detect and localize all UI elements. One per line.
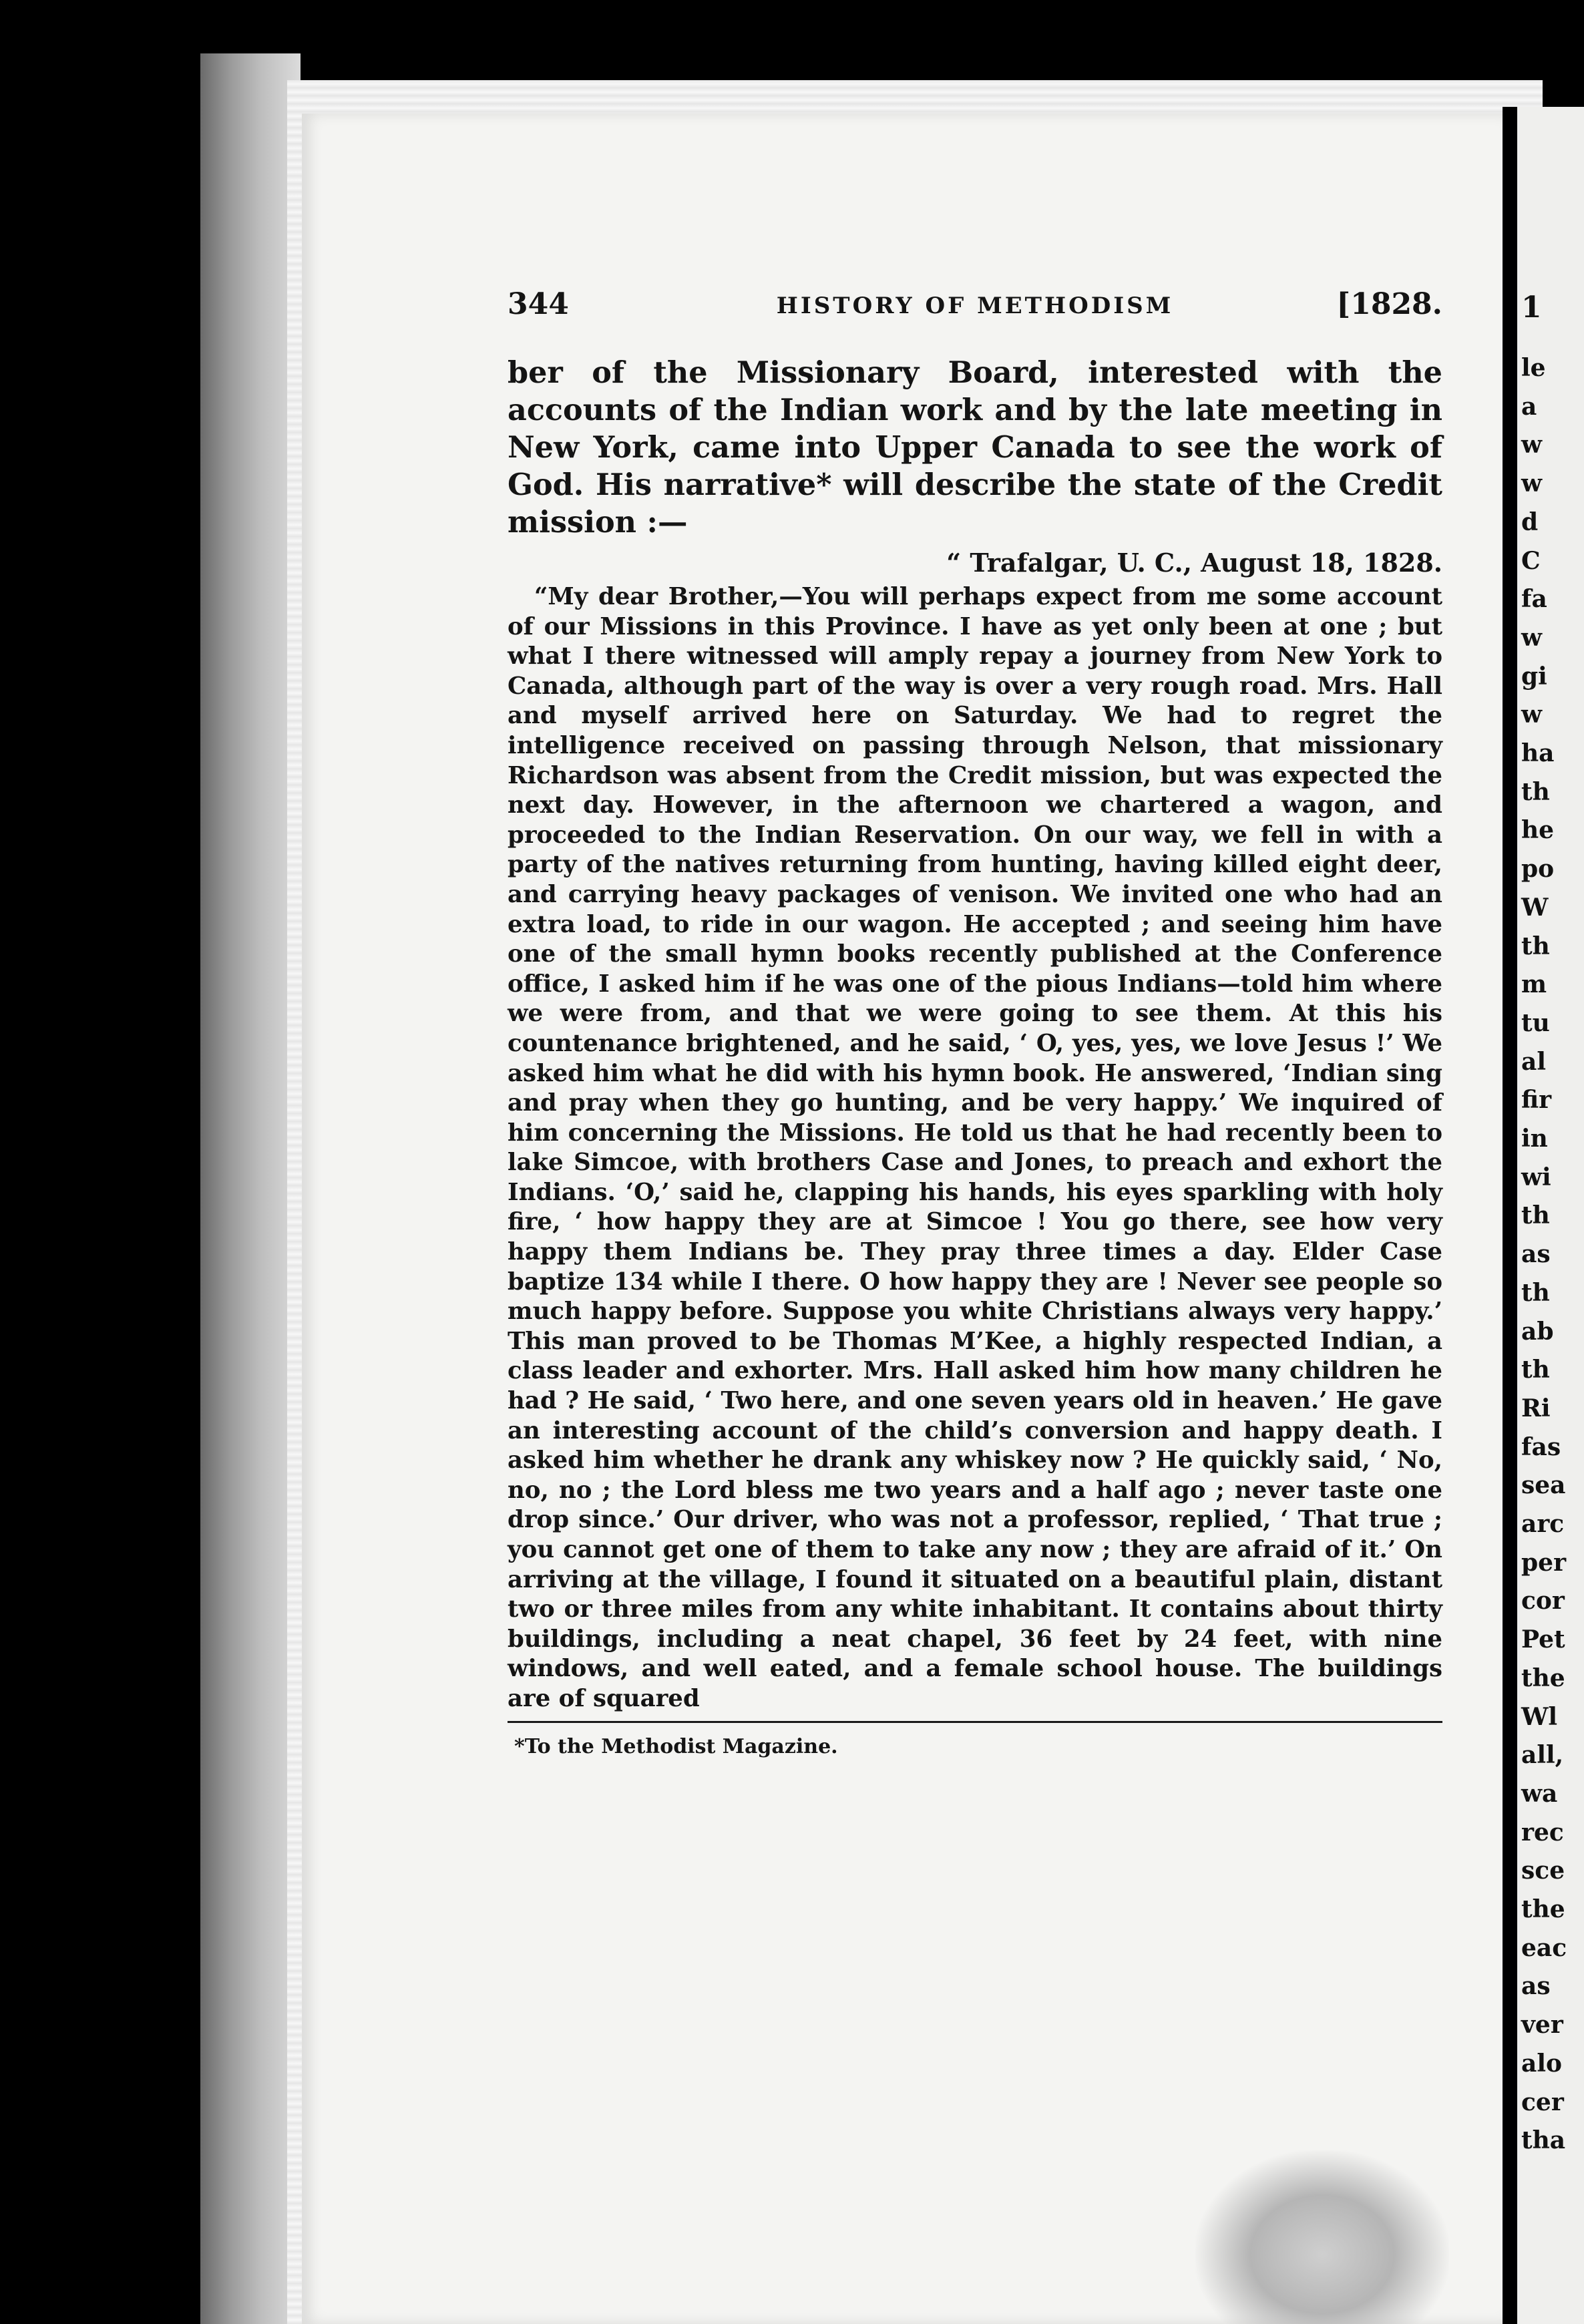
adjacent-page-fragment: a: [1521, 392, 1537, 421]
running-head: [508, 287, 1442, 334]
adjacent-page-fragment: Ri: [1521, 1394, 1551, 1422]
adjacent-page-fragment: wa: [1521, 1779, 1558, 1808]
adjacent-page-fragment: as: [1521, 1240, 1551, 1269]
adjacent-page-fragment: th: [1521, 1201, 1550, 1230]
adjacent-page-fragment: w: [1521, 469, 1542, 498]
adjacent-page-fragment: th: [1521, 932, 1550, 960]
adjacent-page-fragment: th: [1521, 1278, 1550, 1307]
text-block: [508, 287, 1442, 1758]
adjacent-page-fragment: he: [1521, 816, 1555, 845]
adjacent-page-fragment: ab: [1521, 1317, 1554, 1346]
adjacent-page-fragment: po: [1521, 855, 1555, 884]
adjacent-page-fragment: the: [1521, 1664, 1565, 1692]
adjacent-page-fragment: sea: [1521, 1471, 1566, 1500]
adjacent-page-fragment: as: [1521, 1972, 1551, 2001]
adjacent-page-fragment: th: [1521, 1356, 1550, 1384]
letter-dateline: “ Trafalgar, U. C., August 18, 1828.: [946, 548, 1442, 578]
footnote-rule: [508, 1721, 1442, 1723]
adjacent-page-fragment: arc: [1521, 1510, 1565, 1538]
adjacent-page-fragment: w: [1521, 431, 1542, 459]
adjacent-page-fragment: all,: [1521, 1741, 1564, 1770]
adjacent-page-fragment: w: [1521, 623, 1542, 652]
adjacent-page: [1517, 107, 1584, 2324]
intro-paragraph: ber of the Missionary Board, interested with the accounts of the Indian work and by the late meeting in New York, came into Upper Canada to see the work of God. His narrative* will describe the state of the Credit mission :—: [508, 355, 1442, 540]
book-edge: [200, 53, 301, 2324]
adjacent-page-fragment: W: [1521, 893, 1549, 922]
adjacent-page-fragment: fa: [1521, 585, 1547, 614]
adjacent-page-fragment: th: [1521, 777, 1550, 806]
adjacent-page-fragment: m: [1521, 970, 1547, 999]
page-gutter: [1503, 107, 1517, 2324]
adjacent-page-fragment: al: [1521, 1047, 1547, 1076]
adjacent-page-fragment: ver: [1521, 2011, 1563, 2040]
running-title: HISTORY OF METHODISM: [776, 293, 1174, 319]
adjacent-page-fragment: alo: [1521, 2049, 1563, 2078]
adjacent-page-fragment: C: [1521, 546, 1541, 575]
torn-paper-fragment: [1195, 2150, 1449, 2324]
adjacent-page-fragment: le: [1521, 354, 1546, 382]
adjacent-page-fragment: sce: [1521, 1857, 1565, 1885]
adjacent-page-fragment: per: [1521, 1548, 1567, 1577]
adjacent-page-fragment: w: [1521, 701, 1542, 729]
adjacent-page-fragment: rec: [1521, 1818, 1564, 1847]
adjacent-page-fragment: 1: [1521, 290, 1542, 325]
adjacent-page-fragment: in: [1521, 1125, 1548, 1153]
adjacent-page-fragment: cer: [1521, 2088, 1564, 2116]
adjacent-page-fragment: ha: [1521, 739, 1555, 767]
footnote: *To the Methodist Magazine.: [514, 1734, 838, 1758]
adjacent-page-fragment: tu: [1521, 1008, 1550, 1037]
adjacent-page-fragment: gi: [1521, 662, 1547, 691]
adjacent-page-fragment: fir: [1521, 1086, 1552, 1115]
adjacent-page-fragment: cor: [1521, 1587, 1565, 1615]
page-number: 344: [508, 287, 569, 321]
adjacent-page-fragment: tha: [1521, 2126, 1566, 2155]
adjacent-page-fragment: eac: [1521, 1933, 1567, 1962]
running-year: [1828.: [1336, 287, 1442, 321]
adjacent-page-fragment: wi: [1521, 1163, 1551, 1191]
adjacent-page-fragment: fas: [1521, 1432, 1561, 1461]
adjacent-page-fragment: d: [1521, 508, 1539, 536]
adjacent-page-fragment: the: [1521, 1895, 1565, 1923]
adjacent-page-fragment: Pet: [1521, 1625, 1565, 1654]
adjacent-page-fragment: Wl: [1521, 1702, 1558, 1731]
letter-body: “My dear Brother,—You will perhaps expect from me some account of our Missions in this Province. I have as yet only been at one ; but what I there witnessed will amply repay a journey from New York to Canada, although part of the way is over a very rough road. Mrs. Hall and myself arrived here on Saturday. We had to regret the intelligence received on passing through Nelson, that missionary Richardson was absent from the Credit mission, but was expected the next day. However, in the afternoon we chartered a wagon, and proceeded to the Indian Reservation. On our way, we fell in with a party of the natives returning from hunting, having killed eight deer, and carrying heavy packages of venison. We invited one who had an extra load, to ride in our wagon. He accepted ; and seeing him have one of the small hymn books recently published at the Conference office, I asked him if he was one of the pious Indians—told him where we were from, and that we were going to see them. At this his countenance brightened, and he said, ‘ O, yes, yes, we love Jesus !’ We asked him what he did with his hymn book. He answered, ‘Indian sing and pray when they go hunting, and be very happy.’ We inquired of him concerning the Missions. He told us that he had recently been to lake Simcoe, with brothers Case and Jones, to preach and exhort the Indians. ‘O,’ said he, clapping his hands, his eyes sparkling with holy fire, ‘ how happy they are at Simcoe ! You go there, see how very happy them Indians be. They pray three times a day. Elder Case baptize 134 while I there. O how happy they are ! Never see people so much happy before. Suppose you white Christians always very happy.’ This man proved to be Thomas M’Kee, a highly respected Indian, a class leader and exhorter. Mrs. Hall asked him how many children he had ? He said, ‘ Two here, and one seven years old in heaven.’ He gave an interesting account of the child’s conversion and happy death. I asked him whether he drank any whiskey now ? He quickly said, ‘ No, no, no ; the Lord bless me two years and a half ago ; never taste one drop since.’ Our driver, who was not a professor, replied, ‘ That true ; you cannot get one of them to take any now ; they are afraid of it.’ On arriving at the village, I found it situated on a beautiful plain, distant two or three miles from any white inhabitant. It contains about thirty buildings, including a neat chapel, 36 feet by 24 feet, with nine windows, and well eated, and a female school house. The buildings are of squared: [508, 583, 1442, 1712]
